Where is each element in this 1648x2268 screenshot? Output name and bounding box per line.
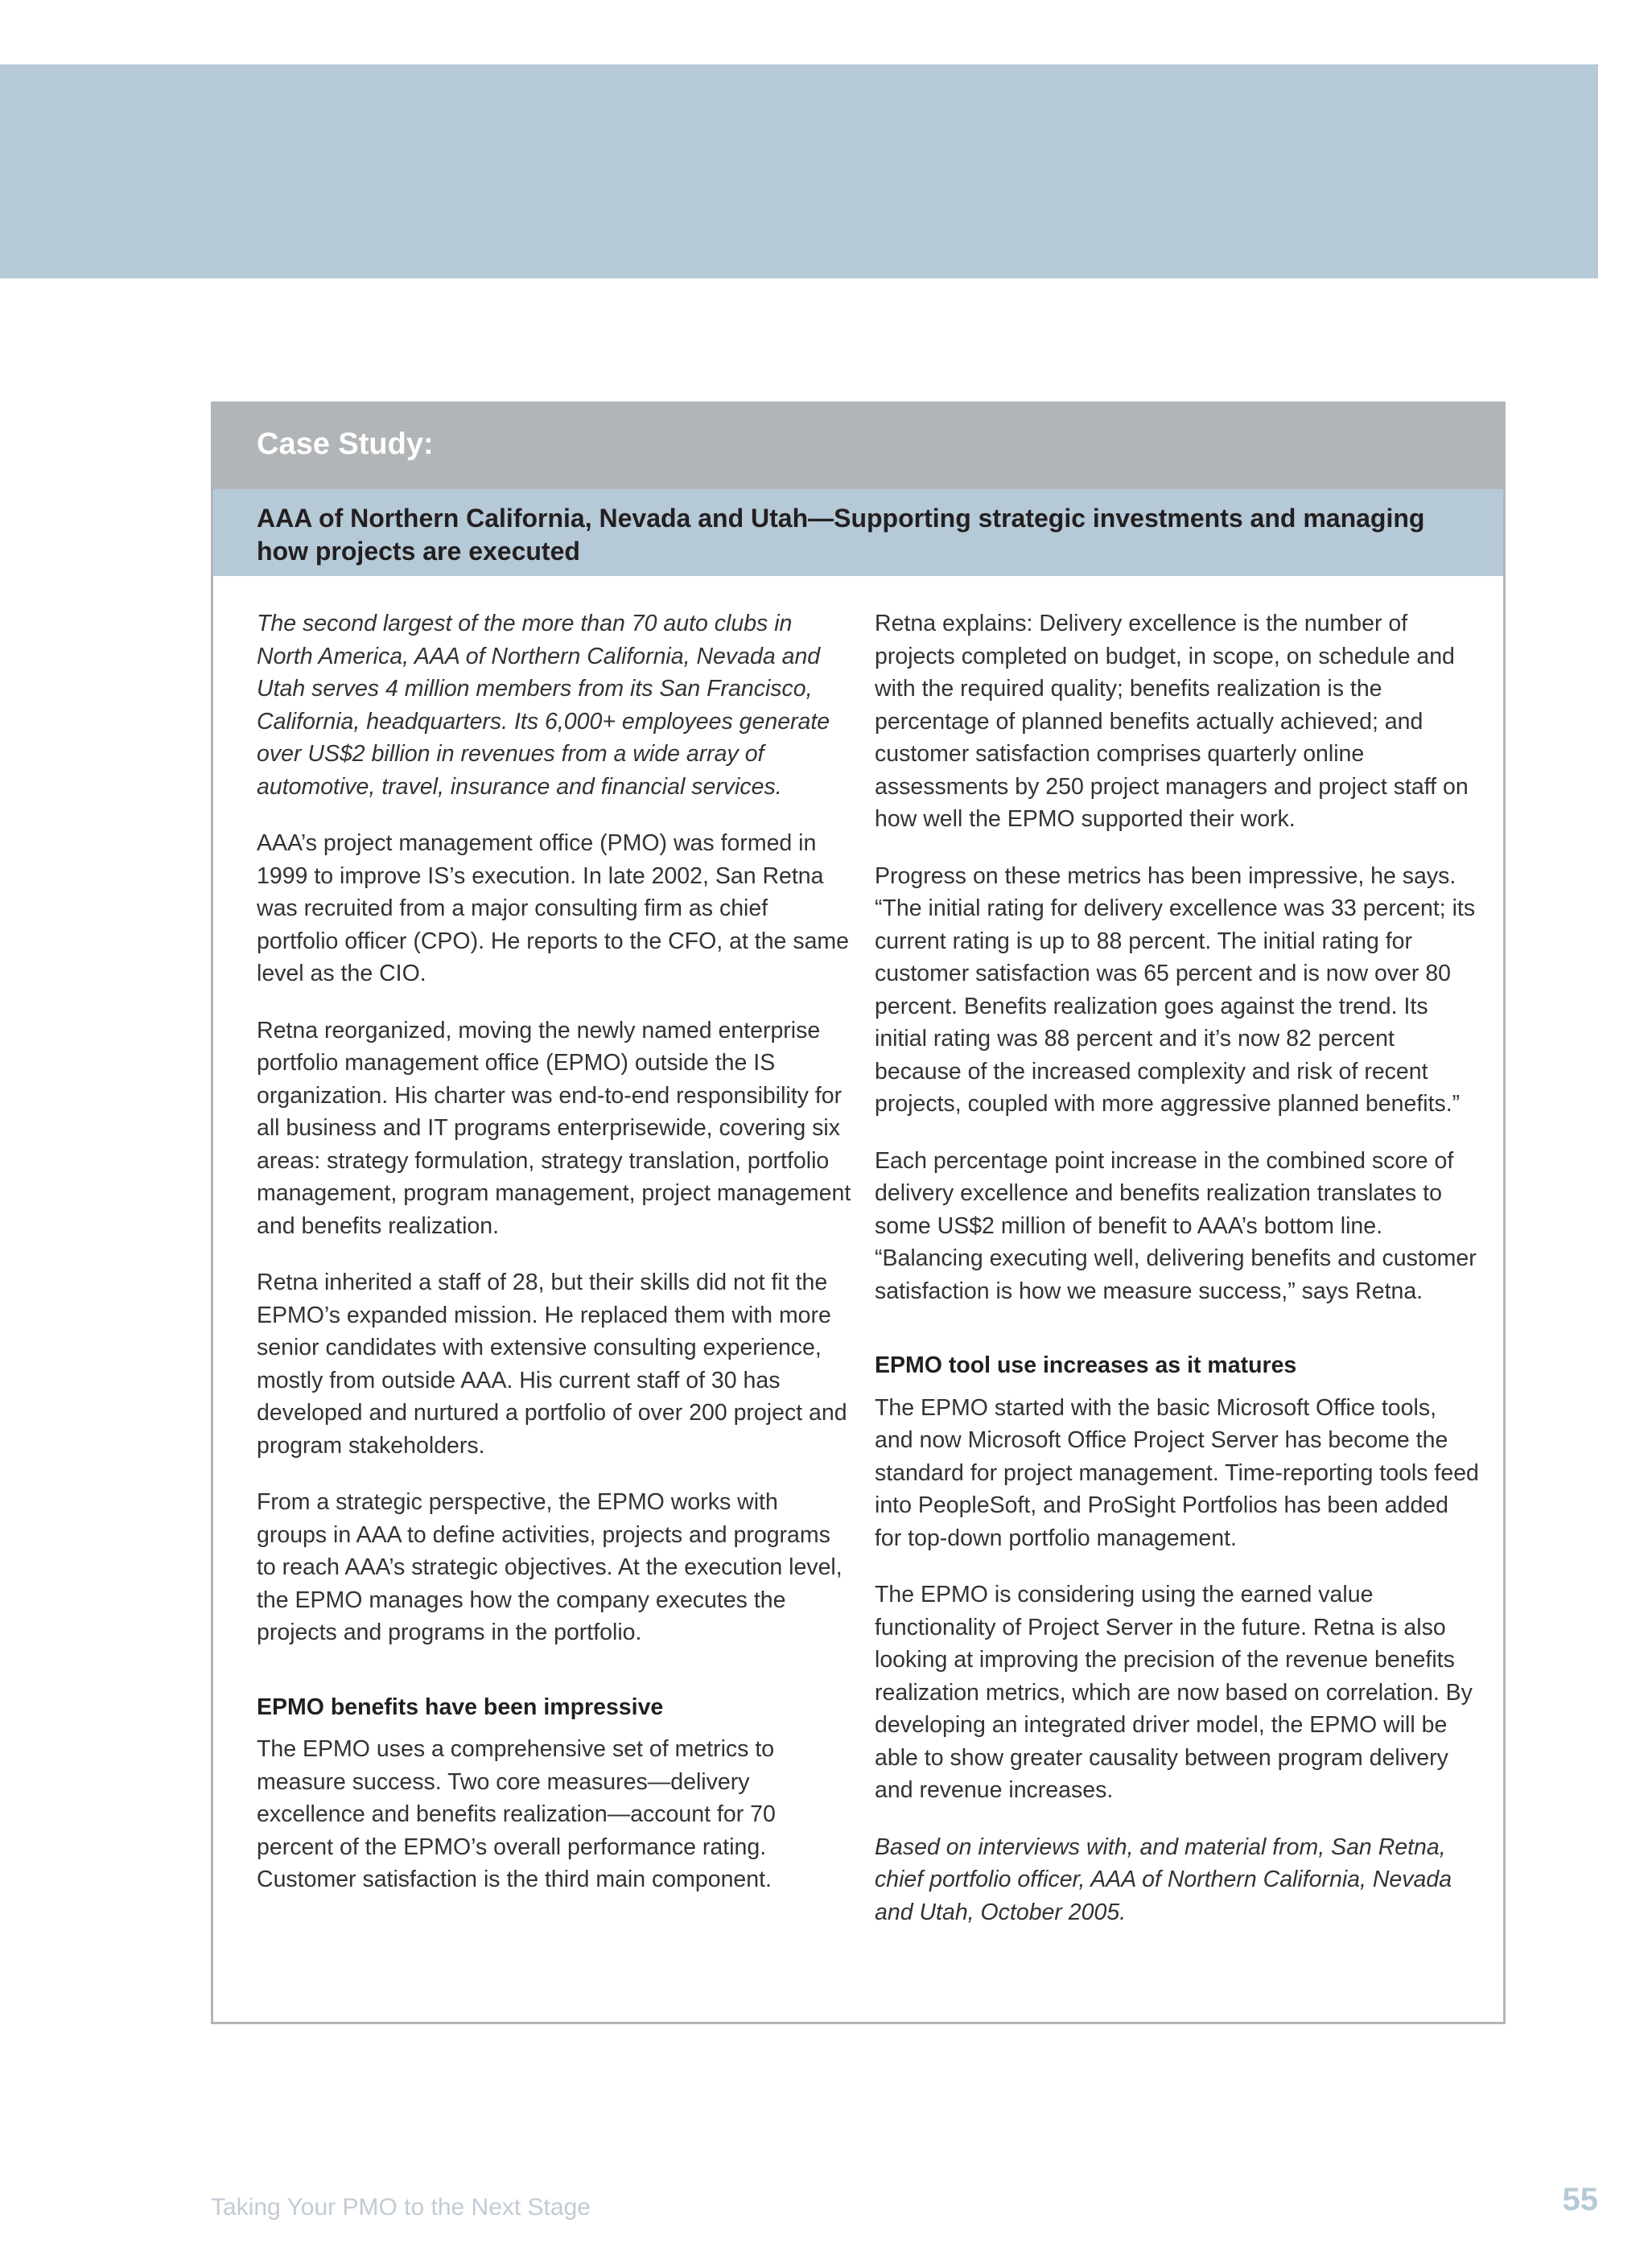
- section-heading: EPMO tool use increases as it matures: [875, 1352, 1297, 1378]
- case-study-title: AAA of Northern California, Nevada and Utah—Supporting strategic investments and managing how projects are executed: [257, 504, 1425, 566]
- paragraph: Progress on these metrics has been impressive, he says. “The initial rating for delivery excellence was 33 percent; its current rating is up to 88 percent. The initial rating for customer satisfaction was 65 percent and is now over 80 percent. Benefits realization goes against the trend. Its initial rating was 88 percent and it’s now 82 percent because of the increased complexity and risk of recent projects, coupled with more aggressive planned benefits.”: [875, 862, 1476, 1117]
- source-note: Based on interviews with, and material from, San Retna, chief portfolio officer, AAA of Northern California, Nevada and Utah, October 2005.: [875, 1834, 1452, 1925]
- paragraph: The EPMO started with the basic Microsoft Office tools, and now Microsoft Office Project Server has become the standard for project management. Time-reporting tools feed into PeopleSoft, and ProSight Portfolios has been added for top-down portfolio management.: [875, 1394, 1479, 1551]
- right-column: [875, 607, 1480, 1953]
- case-study-label: Case Study:: [257, 427, 434, 461]
- case-study-header: [213, 404, 1503, 489]
- intro-paragraph: The second largest of the more than 70 auto clubs in North America, AAA of Northern California, Nevada and Utah serves 4 million members from its San Francisco, California, headquarters. Its 6,000+ employees generate over US$2 billion in revenues from a wide array of automotive, travel, insurance and financial services.: [257, 611, 830, 800]
- paragraph: Retna explains: Delivery excellence is the number of projects completed on budget, in scope, on schedule and with the required quality; benefits realization is the percentage of planned benefits actually achieved; and customer satisfaction comprises quarterly online assessments by 250 project managers and project staff on how well the EPMO supported their work.: [875, 611, 1469, 832]
- header-band: [0, 64, 1598, 278]
- paragraph: Each percentage point increase in the combined score of delivery excellence and benefits realization translates to some US$2 million of benefit to AAA’s bottom line. “Balancing executing well, delivering benefits and customer satisfaction is how we measure success,” says Retna.: [875, 1147, 1477, 1304]
- left-column: [257, 607, 852, 1920]
- paragraph: The EPMO uses a comprehensive set of metrics to measure success. Two core measures—delivery excellence and benefits realization—account for 70 percent of the EPMO’s overall performance rating. Customer satisfaction is the third main component.: [257, 1736, 776, 1892]
- case-study-box: [211, 401, 1506, 2024]
- paragraph: Retna inherited a staff of 28, but their skills did not fit the EPMO’s expanded mission. He replaced them with more senior candidates with extensive consulting experience, mostly from outside AAA. His current staff of 30 has developed and nurtured a portfolio of over 200 project and program stakeholders.: [257, 1270, 847, 1459]
- footer-title: Taking Your PMO to the Next Stage: [211, 2194, 591, 2221]
- paragraph: Retna reorganized, moving the newly named enterprise portfolio management office (EPMO) outside the IS organization. His charter was end-to-end responsibility for all business and IT programs enterprisewide, covering six areas: strategy formulation, strategy translation, portfolio management, program management, project management and benefits realization.: [257, 1017, 851, 1239]
- case-study-subheader: [213, 489, 1503, 576]
- page-number: 55: [1562, 2182, 1598, 2217]
- paragraph: The EPMO is considering using the earned value functionality of Project Server in the future. Retna is also looking at improving the precision of the revenue benefits realization metrics, which are now based on correlation. By developing an integrated driver model, the EPMO will be able to show greater causality between program delivery and revenue increases.: [875, 1582, 1473, 1803]
- section-heading: EPMO benefits have been impressive: [257, 1694, 664, 1720]
- paragraph: From a strategic perspective, the EPMO works with groups in AAA to define activities, projects and programs to reach AAA’s strategic objectives. At the execution level, the EPMO manages how the company executes the projects and programs in the portfolio.: [257, 1489, 843, 1645]
- paragraph: AAA’s project management office (PMO) was formed in 1999 to improve IS’s execution. In late 2002, San Retna was recruited from a major consulting firm as chief portfolio officer (CPO). He reports to the CFO, at the same level as the CIO.: [257, 830, 850, 986]
